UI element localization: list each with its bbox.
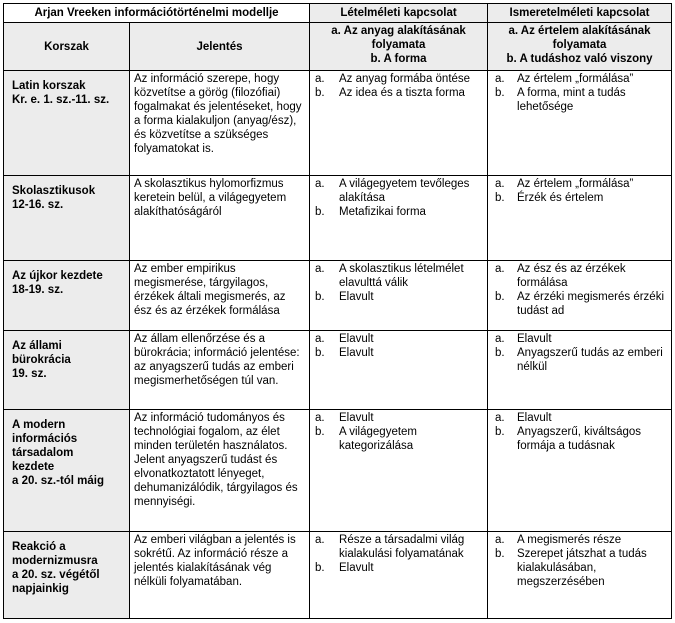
period-line: információs [12,433,78,446]
list-marker: a. [495,178,505,191]
meaning-cell: Az állam ellenőrzése és a bürokrácia; információ jelentése: az anyagszerű tudás az emberi megismerhetőségen túl van. [130,331,310,410]
list-item [313,86,484,100]
meaning-cell: Az információ tudományos és technológiai fogalom, az élet minden területén használatos. Jelent anyagszerű tudást és elvonatkoztatott lényeget, dehumanizálódik, tárgyilagos és mennyiségi. [130,410,310,532]
list-text: Metafizikai forma [339,206,426,219]
list-marker: a. [315,412,325,425]
list-text: Az anyag formába öntése [339,72,471,85]
list-item [313,262,484,290]
list-item [313,561,484,575]
period-line: a 20. sz.-tól máig [12,475,105,488]
list-text: Elavult [339,412,374,425]
list-text: Elavult [517,412,552,425]
list-item [491,533,668,547]
period-cell [4,176,130,261]
table-row [4,331,672,410]
list-text: A forma, mint a tudás lehetősége [517,86,626,113]
period-cell [4,410,130,532]
period-line: Reakció a [12,540,66,553]
period-line: 19. sz. [12,368,47,381]
list-item [313,411,484,425]
epistemological-list [491,177,668,205]
list-marker: b. [495,86,505,99]
meaning-cell: Az ember empirikus megismerése, tárgyilagos, érzékek általi megismerés, az ész és az érzékek formálása [130,261,310,331]
period-line: Skolasztikusok [12,185,96,198]
list-item [313,533,484,561]
period-cell [4,70,130,175]
period-line: kezdete [12,461,55,474]
meaning-cell: Az emberi világban a jelentés is sokrétű. Az információ része a jelentés kialakításának vég nélküli folyamatában. [130,531,310,618]
list-text: A világegyetem kategorizálása [339,426,418,453]
ontological-list [313,332,484,360]
list-marker: a. [315,72,325,85]
ontological-list [313,411,484,453]
meaning-cell: Az információ szerepe, hogy közvetítse a görög (filozófiai) fogalmakat és jelentéseket, hogy a forma kialakuljon (anyag/ész), és közvetítse a szükséges folyamatokat is. [130,70,310,175]
meaning-header: Jelentés [130,23,310,71]
list-marker: b. [315,206,325,219]
list-text: Elavult [339,347,374,360]
list-item [313,290,484,304]
epistemological-list [491,332,668,374]
list-text: Szerepet játszhat a tudás kialakulásában, megszerzésében [517,547,647,588]
list-text: Anyagszerű, kiváltságos formája a tudásnak [517,426,642,453]
epistemological-cell [488,331,672,410]
epistemological-cell [488,70,672,175]
list-item [491,177,668,191]
table-title: Arjan Vreeken információtörténelmi modellje [4,4,310,23]
list-item [491,547,668,589]
list-text: Anyagszerű tudás az emberi nélkül [517,347,663,374]
epistemological-subheader-b: b. A tudáshoz való viszony [506,53,653,66]
period-line: modernizmusra [12,554,98,567]
list-text: Érzék és értelem [517,192,604,205]
period-line: Latin korszak [12,79,86,92]
list-marker: b. [495,291,505,304]
list-marker: a. [495,333,505,346]
period-line: Az újkor kezdete [12,270,103,283]
period-cell [4,531,130,618]
list-marker: a. [495,72,505,85]
period-line: Az állami [12,340,62,353]
ontological-relation-header: Lételméleti kapcsolat [310,4,488,23]
list-item [491,191,668,205]
list-text: Az idea és a tiszta forma [339,86,465,99]
table-row [4,261,672,331]
ontological-cell [310,176,488,261]
table-row [4,70,672,175]
list-marker: b. [495,547,505,560]
ontological-list [313,262,484,304]
list-item [491,411,668,425]
list-item [313,425,484,453]
list-text: Elavult [517,333,552,346]
list-text: A skolasztikus lételmélet elavulttá válik [339,263,464,290]
ontological-cell [310,410,488,532]
ontological-list [313,72,484,100]
list-text: Elavult [339,561,374,574]
period-line: a 20. sz. végétől [12,568,100,581]
period-line: Kr. e. 1. sz.-11. sz. [12,93,110,106]
period-line: napjainkig [12,582,69,595]
epistemological-list [491,411,668,453]
list-text: Az érzéki megismerés érzéki tudást ad [517,291,664,318]
epistemological-cell [488,261,672,331]
epistemological-list [491,533,668,589]
list-marker: a. [315,178,325,191]
list-item [491,332,668,346]
list-text: Az értelem „formálása” [517,72,634,85]
period-line: társadalom [12,447,74,460]
period-line: 18-19. sz. [12,284,64,297]
period-line: A modern [12,419,66,432]
list-text: Elavult [339,333,374,346]
period-line: bürokrácia [12,354,71,367]
list-marker: a. [495,263,505,276]
meaning-cell: A skolasztikus hylomorfizmus keretein belül, a világegyetem alakíthatóságáról [130,176,310,261]
table-row [4,410,672,532]
list-item [491,86,668,114]
list-marker: b. [495,347,505,360]
epistemological-cell [488,531,672,618]
list-item [491,290,668,318]
list-marker: a. [315,533,325,546]
epistemological-list [491,262,668,318]
list-item [313,72,484,86]
ontological-cell [310,261,488,331]
ontological-cell [310,531,488,618]
list-item [491,72,668,86]
list-text: Az ész és az érzékek formálása [517,263,626,290]
list-marker: b. [315,426,325,439]
period-cell [4,261,130,331]
information-history-table [3,3,672,619]
list-item [313,332,484,346]
period-line: 12-16. sz. [12,199,64,212]
ontological-subheader-b: b. A forma [370,53,427,66]
list-marker: a. [495,412,505,425]
list-item [491,425,668,453]
period-cell [4,331,130,410]
list-marker: b. [495,426,505,439]
list-marker: a. [315,263,325,276]
list-item [491,262,668,290]
table-body [4,70,672,618]
epistemological-cell [488,176,672,261]
list-item [313,205,484,219]
epistemological-list [491,72,668,114]
epistemological-cell [488,410,672,532]
ontological-cell [310,331,488,410]
list-marker: b. [315,86,325,99]
list-marker: a. [495,533,505,546]
epistemological-subheader-a: a. Az értelem alakításának folyamata [508,25,651,52]
epistemological-subheader [488,23,672,71]
list-marker: b. [315,291,325,304]
ontological-list [313,177,484,219]
list-marker: a. [315,333,325,346]
ontological-cell [310,70,488,175]
list-text: Része a társadalmi világ kialakulási folyamatának [339,533,465,560]
table-row [4,176,672,261]
epistemological-relation-header: Ismeretelméleti kapcsolat [488,4,672,23]
list-marker: b. [315,561,325,574]
list-item [313,346,484,360]
list-text: A világegyetem tevőleges alakítása [339,178,470,205]
ontological-subheader-a: a. Az anyag alakításának folyamata [331,25,466,52]
list-marker: b. [495,192,505,205]
list-text: Elavult [339,291,374,304]
list-item [491,346,668,374]
list-marker: b. [315,347,325,360]
ontological-subheader [310,23,488,71]
list-item [313,177,484,205]
period-header: Korszak [4,23,130,71]
list-text: A megismerés része [517,533,622,546]
table-row [4,531,672,618]
list-text: Az értelem „formálása” [517,178,634,191]
ontological-list [313,533,484,575]
